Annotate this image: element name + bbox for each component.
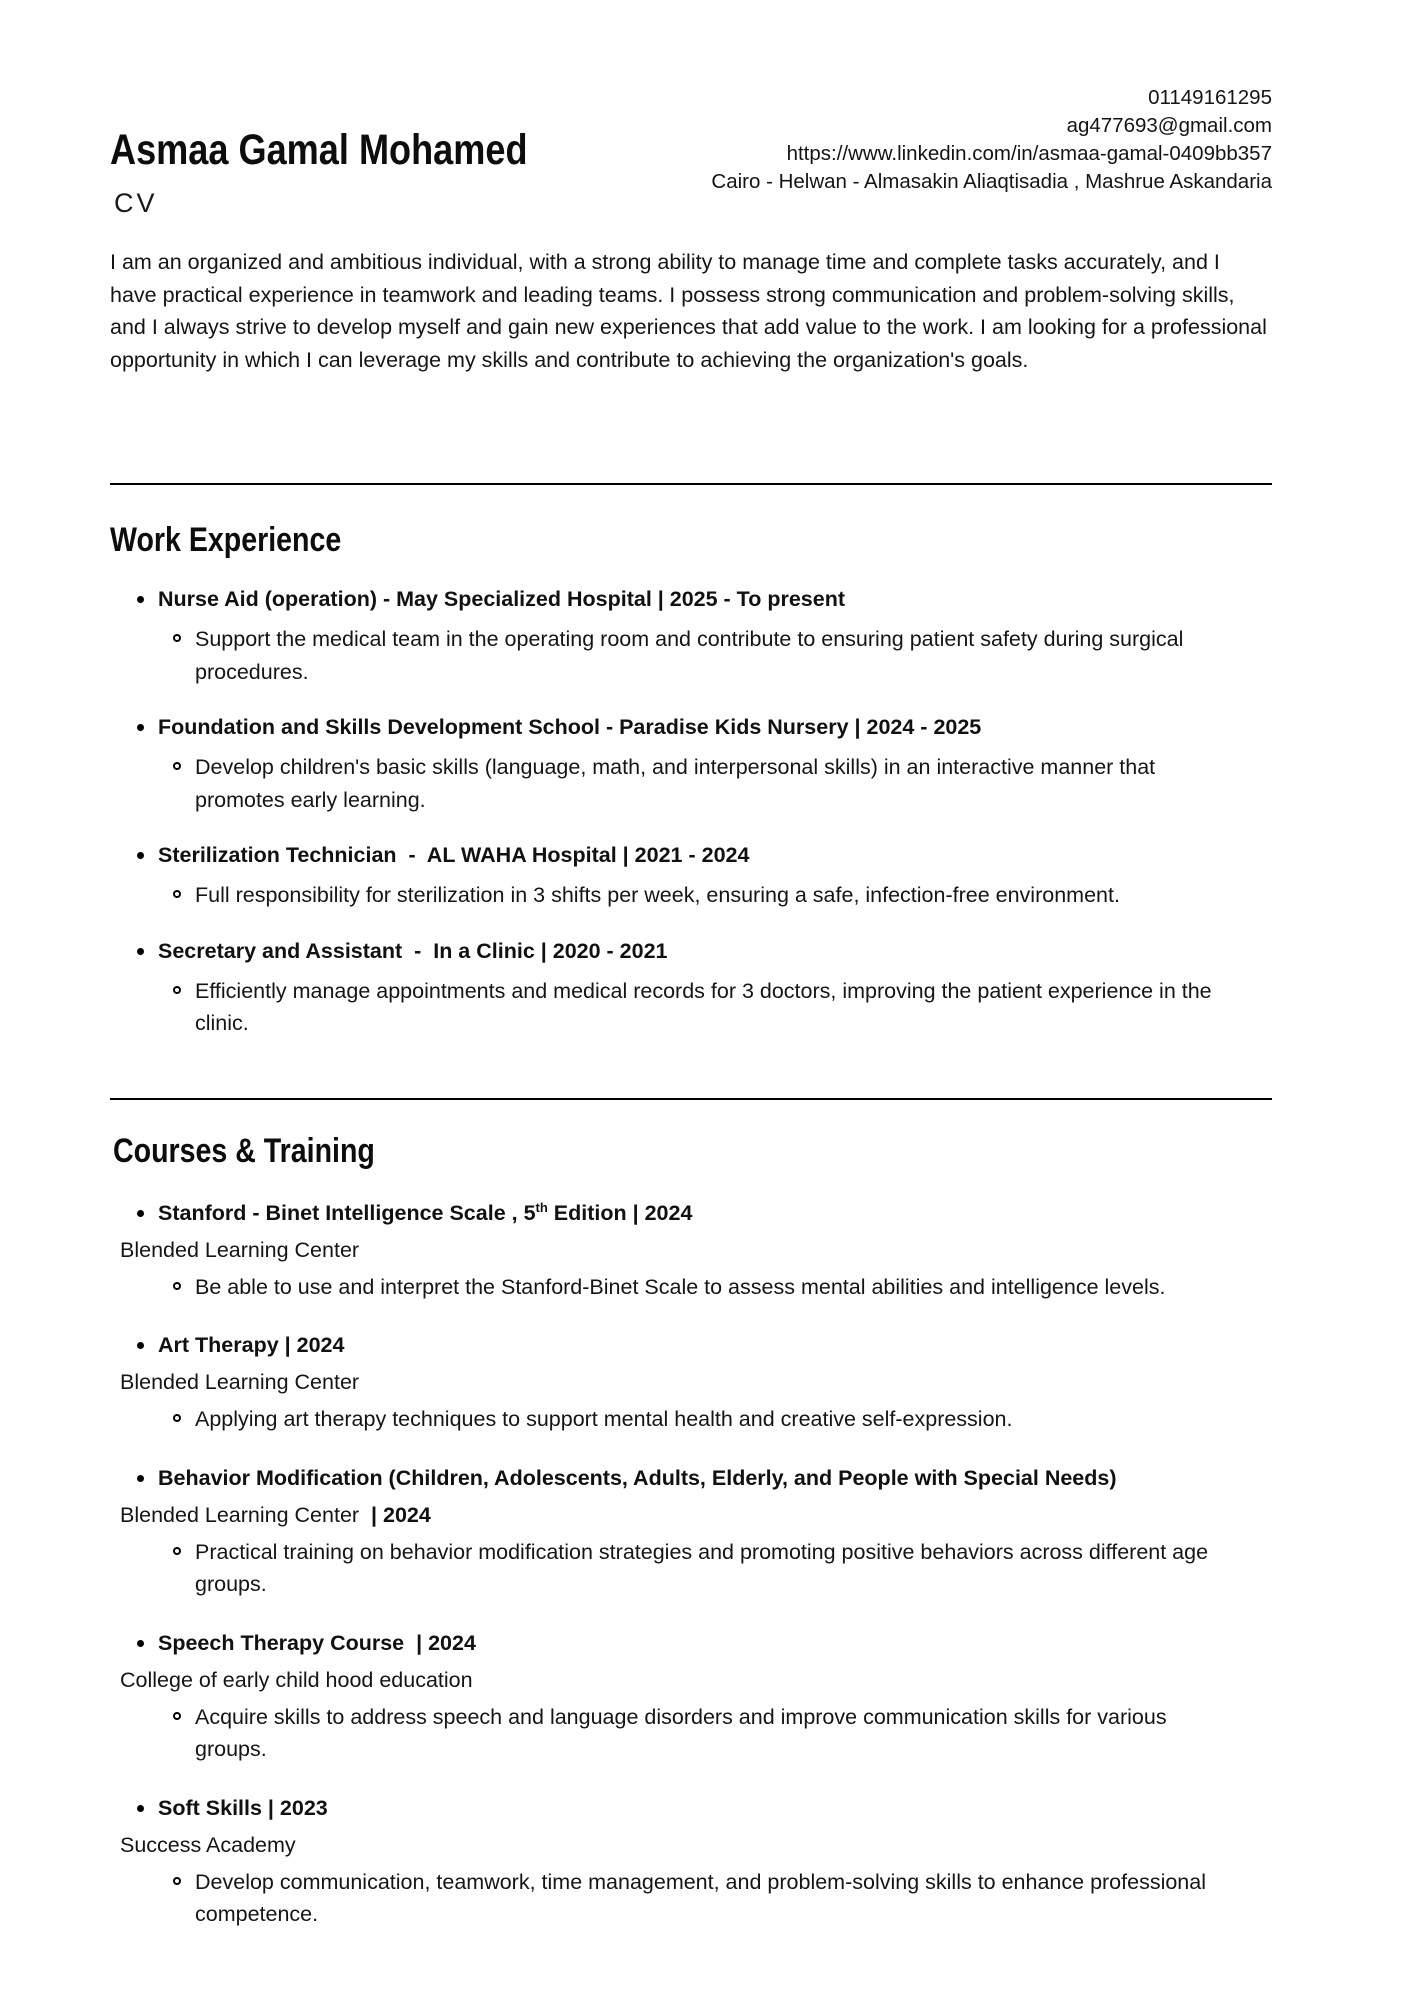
person-name: Asmaa Gamal Mohamed: [110, 126, 528, 174]
course-detail: Practical training on behavior modification strategies and promoting positive behaviors across different age groups.: [195, 1539, 1209, 1596]
bullet-circle-icon: [173, 1877, 181, 1885]
header: [110, 0, 1272, 232]
work-item-detail: Full responsibility for sterilization in 3 shifts per week, ensuring a safe, infection-free environment.: [195, 883, 1120, 907]
course-detail-row: [173, 1866, 1272, 1931]
work-item-title-row: [137, 583, 1272, 616]
bullet-circle-icon: [173, 986, 181, 994]
course-item: [110, 1329, 1272, 1436]
course-detail: Acquire skills to address speech and language disorders and improve communication skills for various groups.: [195, 1704, 1167, 1761]
course-detail-row: [173, 1271, 1272, 1304]
bullet-dot-icon: [137, 724, 144, 731]
course-provider: Success Academy: [120, 1832, 296, 1857]
course-title-row: [137, 1329, 1272, 1362]
work-experience-list: [110, 583, 1272, 1040]
course-title: Behavior Modification (Children, Adolescents, Adults, Elderly, and People with Special Needs): [158, 1465, 1117, 1490]
cv-subtitle: CV: [114, 188, 158, 218]
course-provider: Blended Learning Center: [120, 1370, 360, 1394]
bullet-dot-icon: [137, 1805, 144, 1812]
course-title: Stanford - Binet Intelligence Scale , 5th Edition | 2024: [158, 1199, 693, 1225]
bullet-circle-icon: [173, 1712, 181, 1720]
work-item-title: Secretary and Assistant - In a Clinic | 2020 - 2021: [158, 938, 668, 963]
course-item: [110, 1197, 1272, 1304]
bullet-dot-icon: [137, 596, 144, 603]
course-item: [110, 1792, 1272, 1931]
work-item-detail-row: [173, 975, 1272, 1040]
course-provider: Blended Learning Center | 2024: [120, 1502, 431, 1527]
course-title: Speech Therapy Course | 2024: [158, 1630, 476, 1655]
contact-phone: 01149161295: [1148, 86, 1272, 109]
bullet-circle-icon: [173, 634, 181, 642]
contact-linkedin-url: https://www.linkedin.com/in/asmaa-gamal-0409bb357: [786, 142, 1272, 165]
bullet-dot-icon: [137, 1640, 144, 1647]
course-provider: Blended Learning Center: [120, 1237, 360, 1262]
bullet-dot-icon: [137, 1475, 144, 1482]
course-detail: Be able to use and interpret the Stanford-Binet Scale to assess mental abilities and intelligence levels.: [195, 1274, 1166, 1299]
course-title-row: [137, 1462, 1272, 1495]
course-detail-row: [173, 1536, 1272, 1601]
section-divider: [110, 1098, 1272, 1100]
work-item-detail: Efficiently manage appointments and medical records for 3 doctors, improving the patient experience in the clinic.: [195, 978, 1212, 1035]
bullet-circle-icon: [173, 1547, 181, 1555]
contact-address: Cairo - Helwan - Almasakin Aliaqtisadia , Mashrue Askandaria: [711, 170, 1272, 193]
course-provider: College of early child hood education: [120, 1667, 473, 1692]
bullet-dot-icon: [137, 1210, 144, 1217]
superscript-ordinal: th: [535, 1199, 548, 1215]
work-experience-heading: Work Experience: [110, 521, 342, 559]
work-item-detail-row: [173, 751, 1272, 816]
courses-training-heading: Courses & Training: [113, 1131, 375, 1170]
work-item-title: Foundation and Skills Development School - Paradise Kids Nursery | 2024 - 2025: [158, 715, 982, 739]
bullet-circle-icon: [173, 890, 181, 898]
course-title-row: [137, 1197, 1272, 1230]
contact-email: ag477693@gmail.com: [1066, 114, 1272, 137]
course-title: Soft Skills | 2023: [158, 1795, 328, 1820]
bullet-dot-icon: [137, 948, 144, 955]
bullet-dot-icon: [137, 1342, 144, 1349]
bullet-dot-icon: [137, 852, 144, 859]
course-detail-row: [173, 1403, 1272, 1436]
course-detail-row: [173, 1701, 1272, 1766]
bullet-circle-icon: [173, 1282, 181, 1290]
work-item-detail: Support the medical team in the operating room and contribute to ensuring patient safety during surgical procedures.: [195, 627, 1184, 684]
work-item-title: Sterilization Technician - AL WAHA Hospital | 2021 - 2024: [158, 843, 750, 867]
professional-summary: I am an organized and ambitious individual, with a strong ability to manage time and complete tasks accurately, and I have practical experience in teamwork and leading teams. I possess strong communication and problem-solving skills, and I always strive to develop myself and gain new experiences that add value to the work. I am looking for a professional opportunity in which I can leverage my skills and contribute to achieving the organization's goals.: [110, 250, 1267, 372]
section-divider: [110, 483, 1272, 485]
course-item: [110, 1462, 1272, 1601]
course-detail: Applying art therapy techniques to support mental health and creative self-expression.: [195, 1407, 1013, 1431]
work-item-title-row: [137, 839, 1272, 872]
bullet-circle-icon: [173, 1414, 181, 1422]
course-title: Art Therapy | 2024: [158, 1333, 345, 1357]
course-detail: Develop communication, teamwork, time management, and problem-solving skills to enhance professional competence.: [195, 1869, 1206, 1926]
work-item-title: Nurse Aid (operation) - May Specialized Hospital | 2025 - To present: [158, 587, 845, 611]
work-item-detail-row: [173, 879, 1272, 912]
work-item-detail-row: [173, 623, 1272, 688]
bullet-circle-icon: [173, 762, 181, 770]
work-item-title-row: [137, 711, 1272, 744]
course-title-row: [137, 1792, 1272, 1825]
course-item: [110, 1627, 1272, 1766]
course-title-row: [137, 1627, 1272, 1660]
courses-list: [110, 1197, 1272, 1931]
work-item-title-row: [137, 935, 1272, 968]
work-item-detail: Develop children's basic skills (language, math, and interpersonal skills) in an interactive manner that promotes early learning.: [195, 755, 1156, 812]
contact-block: [711, 84, 1272, 196]
